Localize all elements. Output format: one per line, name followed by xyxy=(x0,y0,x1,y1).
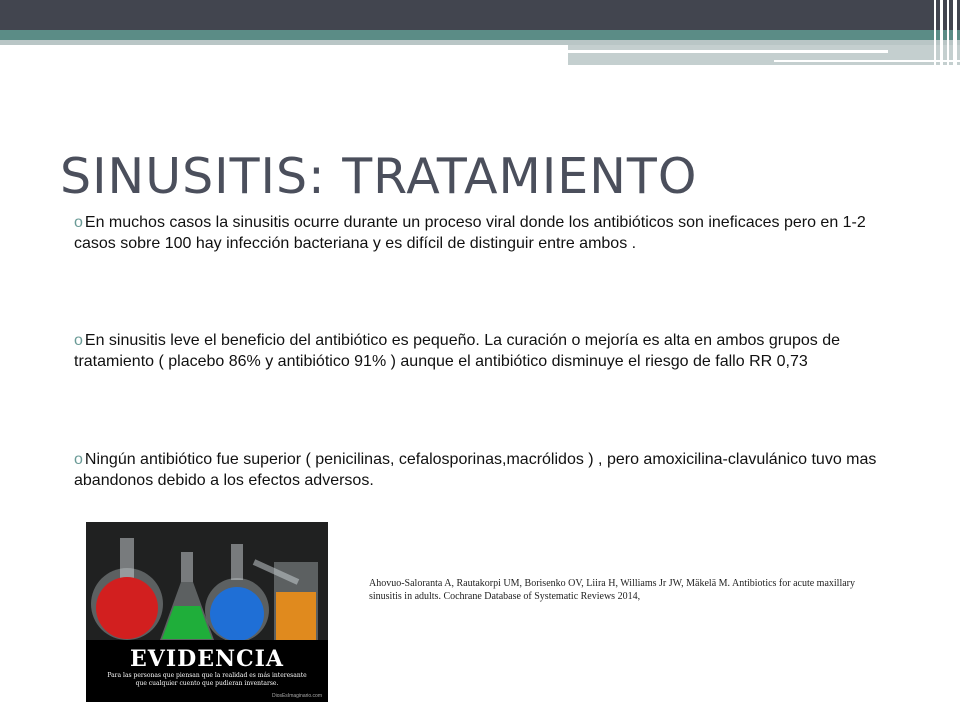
slide-title: SINUSITIS: TRATAMIENTO xyxy=(60,148,698,205)
poster-heading: EVIDENCIA xyxy=(130,646,284,672)
bullet-2 xyxy=(74,330,894,372)
header-accent-bar xyxy=(0,30,960,40)
header-right-block xyxy=(568,45,960,65)
bullet-marker: o xyxy=(74,332,83,349)
bullet-marker: o xyxy=(74,451,83,468)
evidence-poster-image xyxy=(86,522,328,702)
bullet-text: En muchos casos la sinusitis ocurre durante un proceso viral donde los antibióticos son ineficaces pero en 1-2 casos sobre 100 hay infección bacteriana y es difícil de distinguir entre ambos . xyxy=(74,214,866,252)
bullet-text: Ningún antibiótico fue superior ( penicilinas, cefalosporinas,macrólidos ) , pero amoxicilina-clavulánico tuvo mas abandonos debido a los efectos adversos. xyxy=(74,451,877,489)
header-stripes xyxy=(930,0,960,65)
bullet-text: En sinusitis leve el beneficio del antibiótico es pequeño. La curación o mejoría es alta en ambos grupos de tratamiento ( placebo 86% y antibiótico 91% ) aunque el antibiótico disminuye el riesgo de fallo RR 0,73 xyxy=(74,332,841,370)
bullet-1 xyxy=(74,212,894,254)
citation-reference: Ahovuo-Saloranta A, Rautakorpi UM, Borisenko OV, Liira H, Williams Jr JW, Mäkelä M. Antibiotics for acute maxillary sinusitis in adults. Cochrane Database of Systematic Reviews 2014, xyxy=(369,578,856,602)
header-bar xyxy=(0,0,960,30)
poster-subtext: Para las personas que piensan que la realidad es más interesante que cualquier cuento que pudieran inventarse. xyxy=(107,672,307,687)
bullet-3 xyxy=(74,449,894,491)
bullet-marker: o xyxy=(74,214,83,231)
header-line xyxy=(568,50,888,53)
poster-watermark: DiosEsImaginario.com xyxy=(271,693,322,699)
